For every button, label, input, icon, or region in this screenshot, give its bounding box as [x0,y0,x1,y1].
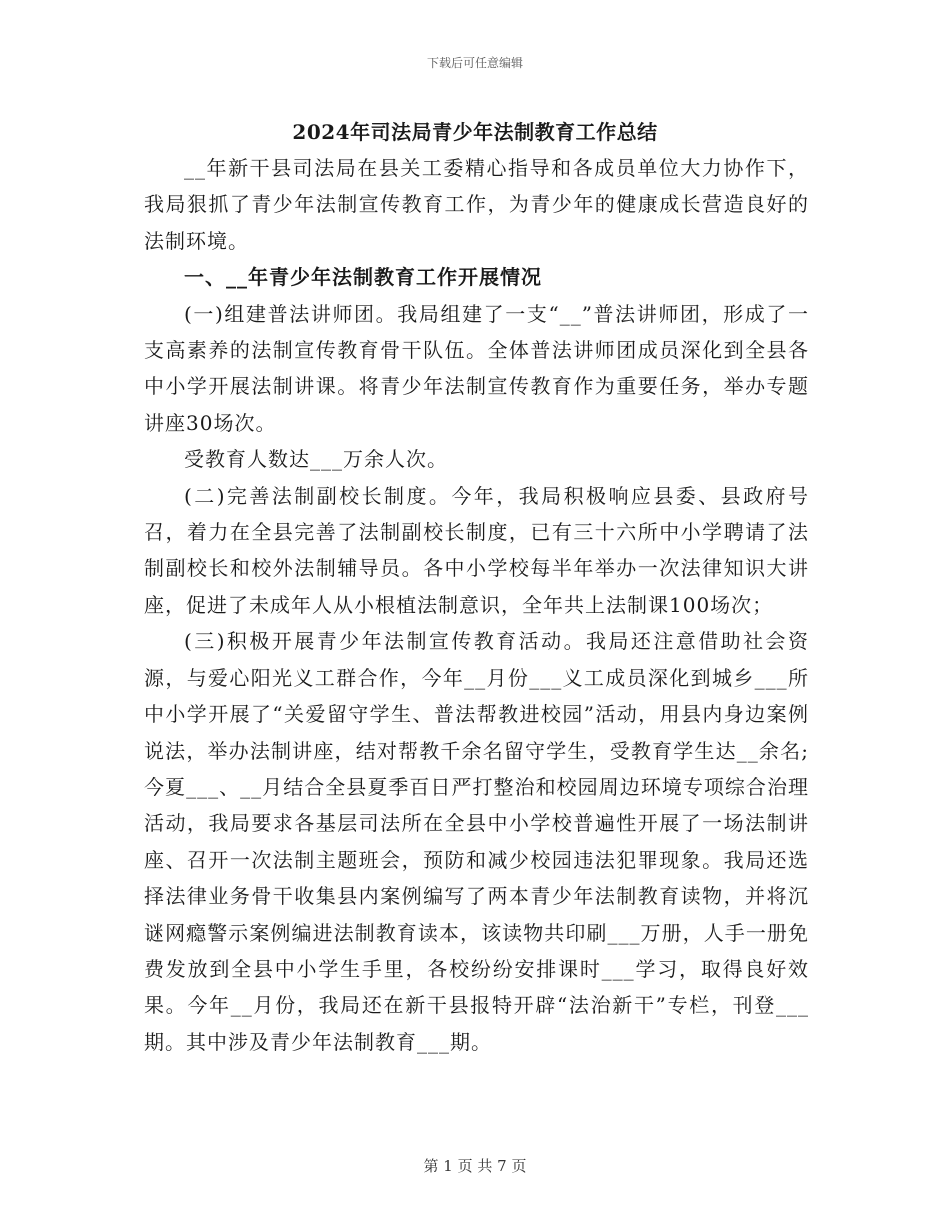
page-footer: 第 1 页 共 7 页 [423,1157,527,1175]
document-title: 2024年司法局青少年法制教育工作总结 [292,120,658,144]
section-heading: 一、__年青少年法制教育工作开展情况 [184,265,542,290]
header-note: 下载后可任意编辑 [426,56,523,70]
paragraph-vice-principal: (二)完善法制副校长制度。今年，我局积极响应县委、县政府号召，着力在全县完善了法制副校长制度，已有三十六所中小学聘请了法制副校长和校外法制辅导员。各中小学校每半年举办一次法律知识大讲座，促进了未成年人从小根植法制意识，全年共上法制课100场次； [144,483,809,617]
document-body [144,150,809,1060]
paragraph-intro: __年新干县司法局在县关工委精心指导和各成员单位大力协作下，我局狠抓了青少年法制宣传教育工作，为青少年的健康成长营造良好的法制环境。 [144,156,809,253]
paragraph-activities: (三)积极开展青少年法制宣传教育活动。我局还注意借助社会资源，与爱心阳光义工群合作，今年__月份___义工成员深化到城乡___所中小学开展了“关爱留守学生、普法帮教进校园”活动，用县内身边案例说法，举办法制讲座，结对帮教千余名留守学生，受教育学生达__余名;今夏___、__月结合全县夏季百日严打整治和校园周边环境专项综合治理活动，我局要求各基层司法所在全县中小学校普遍性开展了一场法制讲座、召开一次法制主题班会，预防和减少校园违法犯罪现象。我局还选择法律业务骨干收集县内案例编写了两本青少年法制教育读物，并将沉谜网瘾警示案例编进法制教育读本，该读物共印刷___万册，人手一册免费发放到全县中小学生手里，各校纷纷安排课时___学习，取得良好效果。今年__月份，我局还在新干县报特开辟“法治新干”专栏，刊登___期。其中涉及青少年法制教育___期。 [144,629,809,1054]
paragraph-audience-count: 受教育人数达___万余人次。 [184,447,448,472]
paragraph-lecturer-group: (一)组建普法讲师团。我局组建了一支“__”普法讲师团，形成了一支高素养的法制宣传教育骨干队伍。全体普法讲师团成员深化到全县各中小学开展法制讲课。将青少年法制宣传教育作为重要任务，举办专题讲座30场次。 [144,301,809,435]
